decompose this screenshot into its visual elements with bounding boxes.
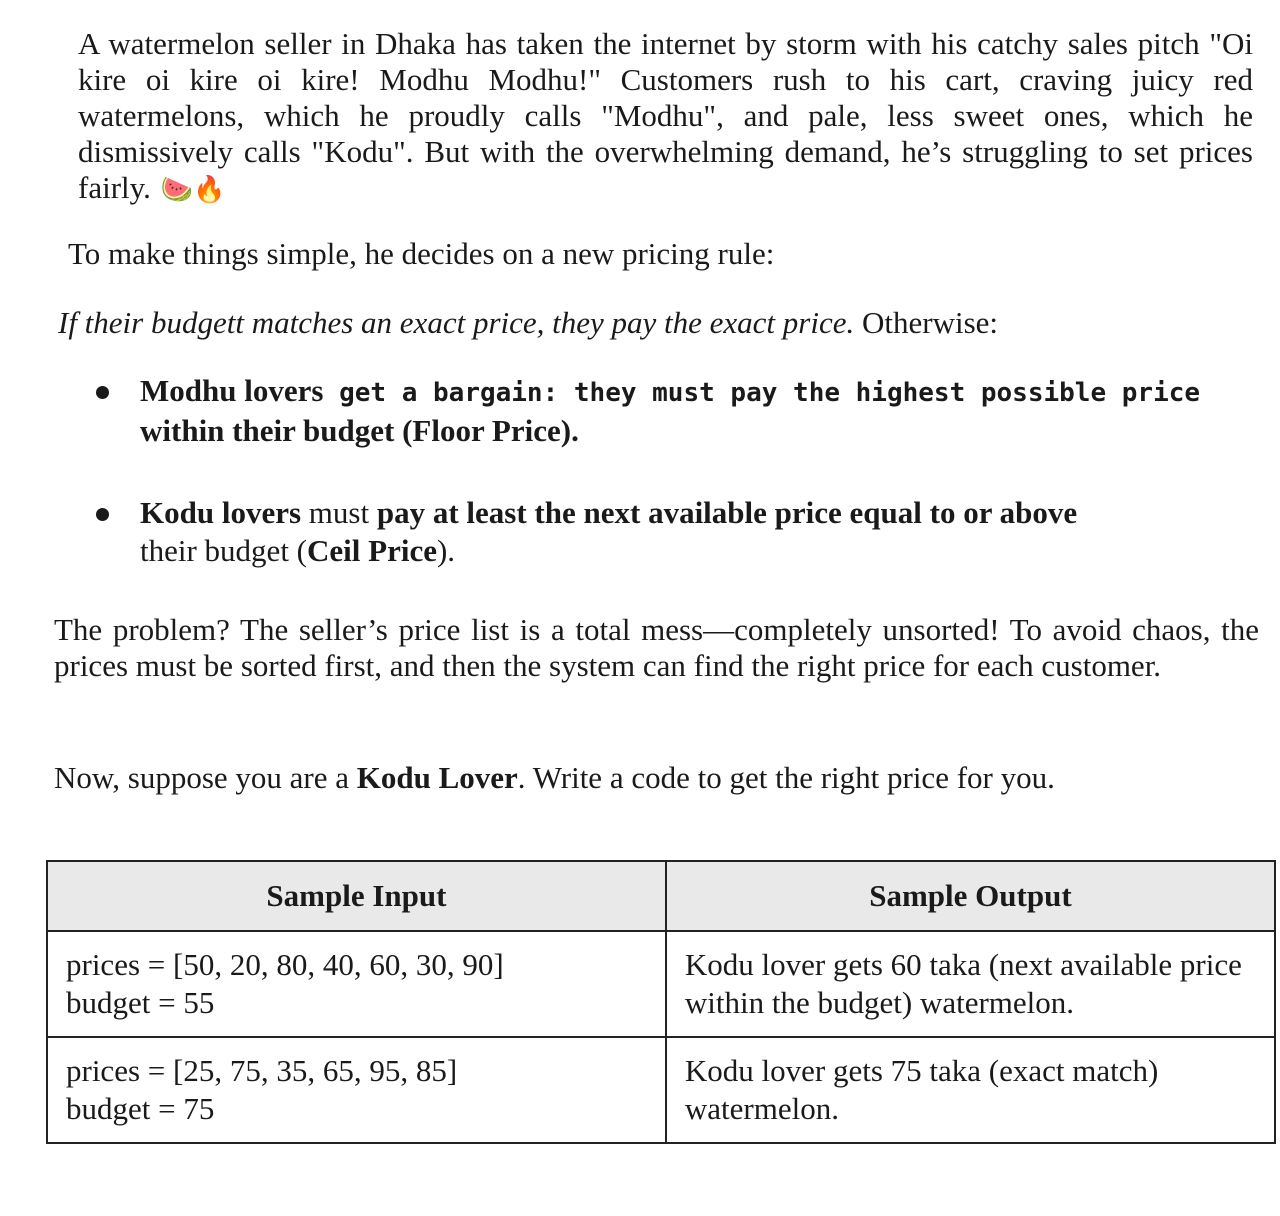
rule-condition-italic: If their budgett matches an exact price, they pay the exact price. [58,305,855,340]
sample-input-header: Sample Input [47,861,666,931]
sample-table [46,860,1276,1144]
bullet-icon [96,508,109,521]
bullet-icon [96,386,109,399]
watermelon-fire-icon: 🍉🔥 [160,175,226,204]
problem-paragraph: The problem? The seller’s price list is a total mess—completely unsorted! To avoid chaos, the prices must be sorted first, and then the system can find the right price for each customer. [54,612,1259,683]
table-row [47,1037,1275,1143]
sample-input-cell [47,931,666,1037]
list-item-kodu [90,494,1280,570]
rule-condition [58,305,1258,341]
sample-output-cell: Kodu lover gets 60 taka (next available price within the budget) watermelon. [666,931,1275,1037]
list-item-modhu [90,372,1280,450]
task-paragraph [54,760,1259,796]
intro-text: A watermelon seller in Dhaka has taken the internet by storm with his catchy sales pitch "Oi kire oi kire oi kire! Modhu Modhu!" Customers rush to his cart, craving juicy red watermelons, which he proudly calls "Modhu", and pale, less sweet ones, which he dismissively calls "Kodu". But with the overwhelming demand, he’s struggling to set prices fairly. [78,26,1253,205]
intro-paragraph [78,26,1253,208]
input-budget: budget = 55 [66,985,215,1020]
input-prices: prices = [25, 75, 35, 65, 95, 85] [66,1053,458,1088]
kodu-rest2: ). [436,533,456,568]
kodu-ceil: Ceil Price [307,533,437,568]
table-header-row [47,861,1275,931]
modhu-floor-text: within their budget (Floor Price). [140,413,579,448]
kodu-bold-rule: pay at least the next available price equal to or above [376,495,1078,530]
modhu-lead: Modhu lovers [140,373,324,408]
table-row [47,931,1275,1037]
kodu-rest1: their budget ( [140,533,308,568]
input-prices: prices = [50, 20, 80, 40, 60, 30, 90] [66,947,504,982]
rule-condition-otherwise: Otherwise: [854,305,999,340]
sample-input-cell [47,1037,666,1143]
task-kodu-lover: Kodu Lover [356,760,518,795]
modhu-bargain-text: get a bargain: they must pay the highest possible price [323,378,1201,408]
kodu-lead: Kodu lovers [140,495,302,530]
input-budget: budget = 75 [66,1091,215,1126]
pricing-rule-list [90,372,1280,570]
sample-output-header: Sample Output [666,861,1275,931]
rule-lead-text: To make things simple, he decides on a new pricing rule: [68,236,775,271]
kodu-mid: must [301,495,377,530]
task-pre: Now, suppose you are a [54,760,357,795]
sample-output-cell: Kodu lover gets 75 taka (exact match) watermelon. [666,1037,1275,1143]
task-post: . Write a code to get the right price for you. [517,760,1055,795]
